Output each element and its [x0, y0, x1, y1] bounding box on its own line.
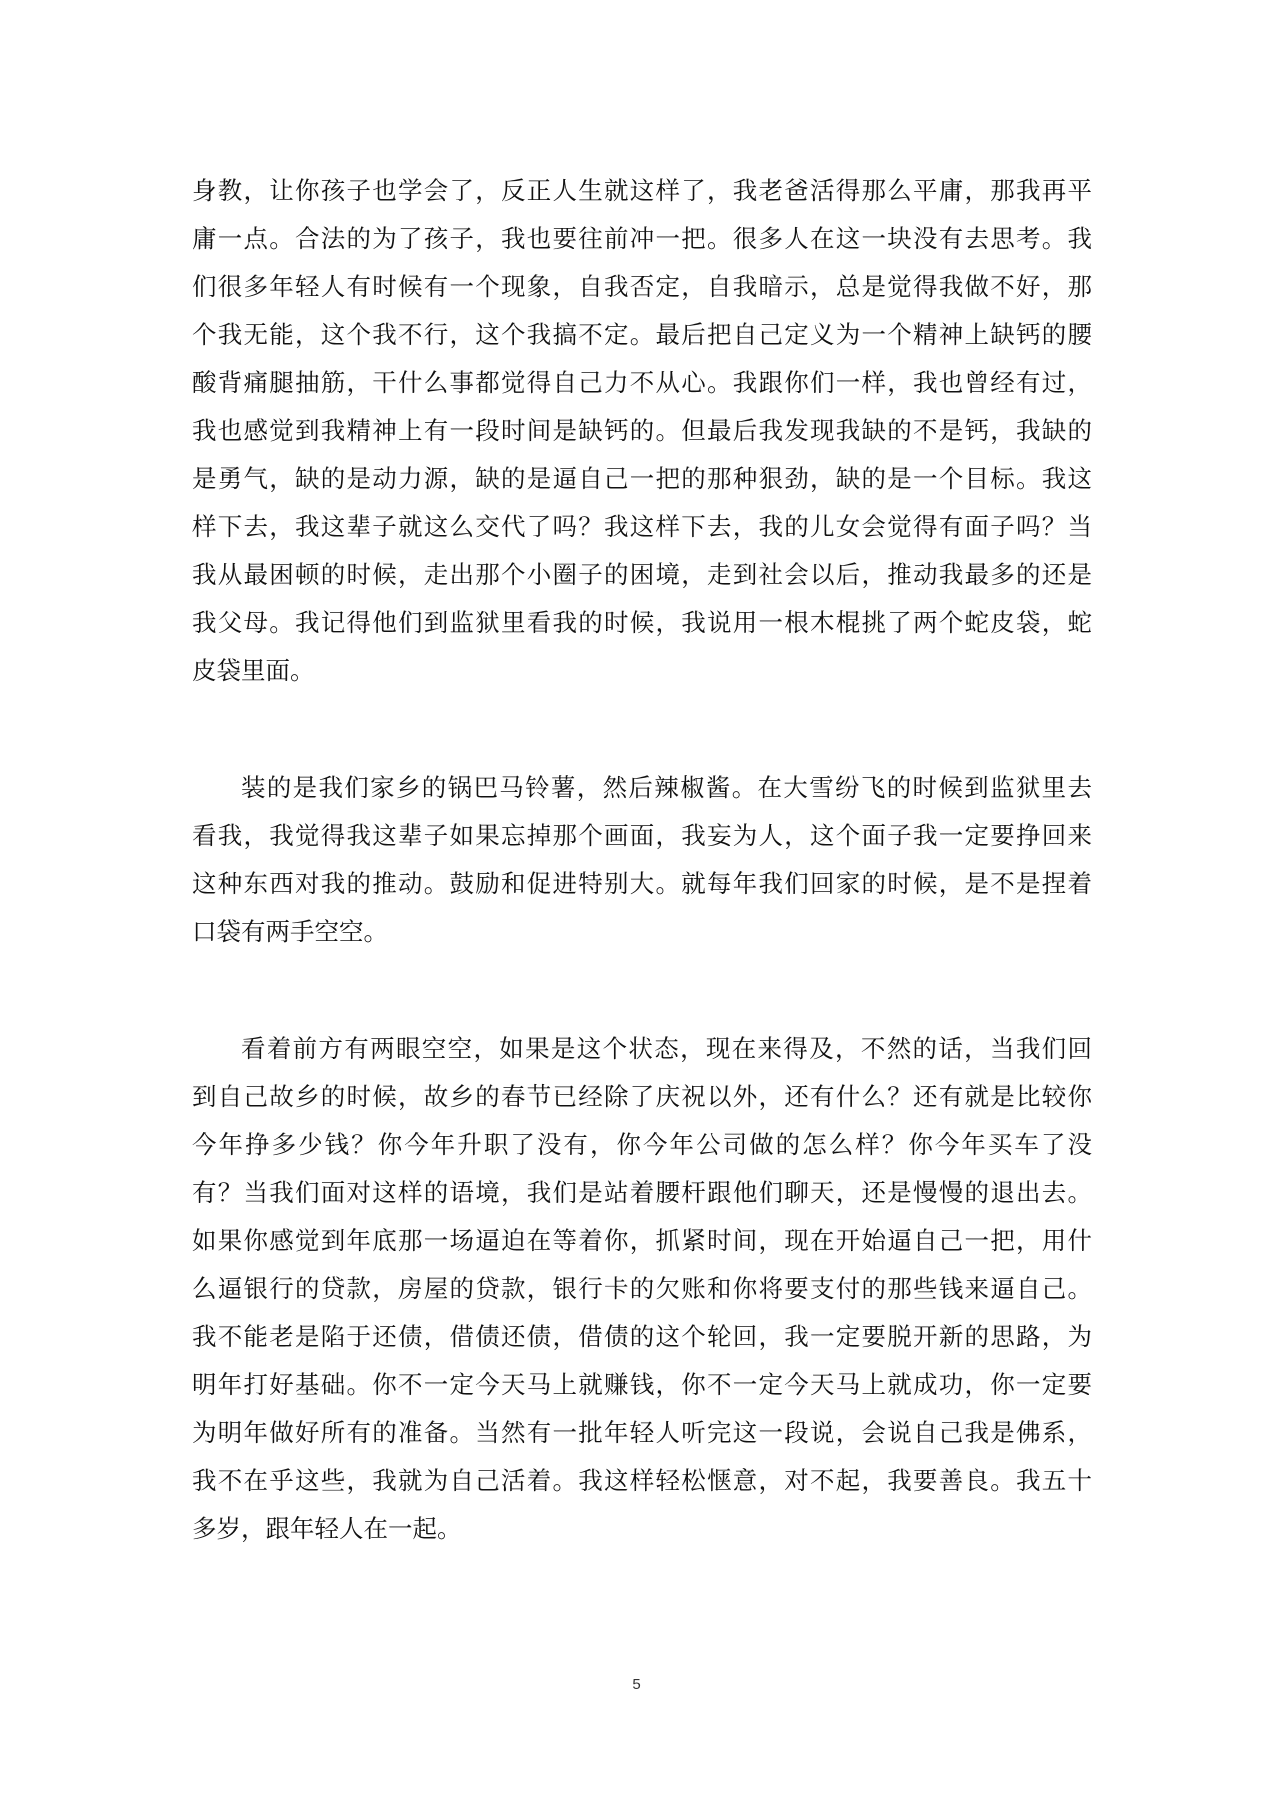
- text-line: 们很多年轻人有时候有一个现象，自我否定，自我暗示，总是觉得我做不好，那: [192, 272, 1092, 301]
- text-line: 今年挣多少钱？你今年升职了没有，你今年公司做的怎么样？你今年买车了没: [192, 1130, 1092, 1159]
- text-line: 口袋有两手空空。: [192, 917, 388, 946]
- text-line: 身教，让你孩子也学会了，反正人生就这样了，我老爸活得那么平庸，那我再平: [192, 176, 1092, 205]
- text-line: 我不在乎这些，我就为自己活着。我这样轻松惬意，对不起，我要善良。我五十: [192, 1466, 1092, 1495]
- text-line: 我父母。我记得他们到监狱里看我的时候，我说用一根木棍挑了两个蛇皮袋，蛇: [192, 608, 1092, 637]
- text-line: 装的是我们家乡的锅巴马铃薯，然后辣椒酱。在大雪纷飞的时候到监狱里去: [241, 773, 1092, 802]
- text-line: 到自己故乡的时候，故乡的春节已经除了庆祝以外，还有什么？还有就是比较你: [192, 1082, 1092, 1111]
- text-line: 我也感觉到我精神上有一段时间是缺钙的。但最后我发现我缺的不是钙，我缺的: [192, 416, 1092, 445]
- text-line: 有？当我们面对这样的语境，我们是站着腰杆跟他们聊天，还是慢慢的退出去。: [192, 1178, 1092, 1207]
- text-line: 为明年做好所有的准备。当然有一批年轻人听完这一段说，会说自己我是佛系，: [192, 1418, 1092, 1447]
- text-line: 我从最困顿的时候，走出那个小圈子的困境，走到社会以后，推动我最多的还是: [192, 560, 1092, 589]
- text-line: 皮袋里面。: [192, 656, 315, 685]
- text-line: 个我无能，这个我不行，这个我搞不定。最后把自己定义为一个精神上缺钙的腰: [192, 320, 1092, 349]
- text-line: 看着前方有两眼空空，如果是这个状态，现在来得及，不然的话，当我们回: [241, 1034, 1092, 1063]
- text-line: 如果你感觉到年底那一场逼迫在等着你，抓紧时间，现在开始逼自己一把，用什: [192, 1226, 1092, 1255]
- text-line: 样下去，我这辈子就这么交代了吗？我这样下去，我的儿女会觉得有面子吗？当: [192, 512, 1092, 541]
- text-line: 看我，我觉得我这辈子如果忘掉那个画面，我妄为人，这个面子我一定要挣回来: [192, 821, 1092, 850]
- text-line: 这种东西对我的推动。鼓励和促进特别大。就每年我们回家的时候，是不是捏着: [192, 869, 1092, 898]
- text-line: 多岁，跟年轻人在一起。: [192, 1514, 462, 1543]
- text-line: 酸背痛腿抽筋，干什么事都觉得自己力不从心。我跟你们一样，我也曾经有过，: [192, 368, 1092, 397]
- text-line: 明年打好基础。你不一定今天马上就赚钱，你不一定今天马上就成功，你一定要: [192, 1370, 1092, 1399]
- page-number: 5: [632, 1676, 641, 1693]
- text-line: 我不能老是陷于还债，借债还债，借债的这个轮回，我一定要脱开新的思路，为: [192, 1322, 1092, 1351]
- text-line: 是勇气，缺的是动力源，缺的是逼自己一把的那种狠劲，缺的是一个目标。我这: [192, 464, 1092, 493]
- text-line: 庸一点。合法的为了孩子，我也要往前冲一把。很多人在这一块没有去思考。我: [192, 224, 1092, 253]
- text-line: 么逼银行的贷款，房屋的贷款，银行卡的欠账和你将要支付的那些钱来逼自己。: [192, 1274, 1092, 1303]
